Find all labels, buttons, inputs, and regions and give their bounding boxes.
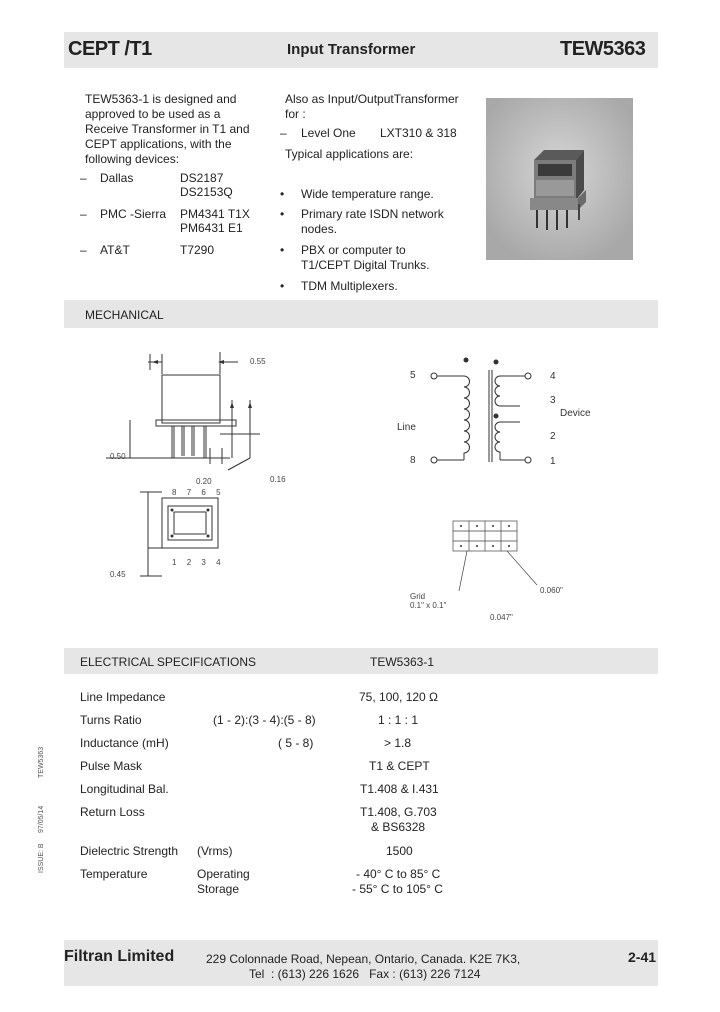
- sch-pin-3: 3: [550, 395, 556, 406]
- sch-line-label: Line: [397, 422, 416, 433]
- device-part: DS2187: [180, 171, 224, 185]
- device-part: PM6431 E1: [180, 221, 243, 235]
- transformer-schematic: [420, 350, 560, 470]
- sch-pin-1: 1: [550, 456, 556, 467]
- dim-020: 0.20: [196, 477, 212, 486]
- pin-label: 7: [186, 488, 196, 497]
- dim-050: 0.50: [110, 452, 126, 461]
- spec-name: Dielectric Strength: [80, 844, 179, 858]
- side-note: ISSUE: B: [38, 843, 45, 873]
- grid-label: [410, 592, 446, 610]
- product-photo: [486, 98, 633, 260]
- electrical-title: ELECTRICAL SPECIFICATIONS: [80, 655, 257, 669]
- intro-line: Receive Transformer in T1 and: [85, 122, 250, 136]
- header-left-title: CEPT /T1: [68, 38, 152, 60]
- transformer-photo-icon: [486, 98, 633, 260]
- bullet-symbol: •: [280, 207, 285, 221]
- spec-name: Return Loss: [80, 805, 145, 819]
- grid-line: 0.1" x 0.1": [410, 601, 447, 610]
- pin-label: 1: [172, 558, 181, 567]
- bullet-text: TDM Multiplexers.: [301, 279, 398, 293]
- spec-value: 1500: [386, 844, 413, 858]
- intro-line: following devices:: [85, 152, 180, 166]
- side-note: 97/05/14: [38, 805, 45, 833]
- spec-value: T1.408 & I.431: [360, 782, 439, 796]
- bullet-text: PBX or computer to: [301, 243, 406, 257]
- device-dash: –: [80, 243, 87, 257]
- mechanical-title: MECHANICAL: [85, 308, 164, 322]
- pins-top: [172, 488, 225, 497]
- intro-line: TEW5363-1 is designed and: [85, 92, 237, 106]
- pin-label: 8: [172, 488, 181, 497]
- dim-045: 0.45: [110, 570, 126, 579]
- spec-name: Pulse Mask: [80, 759, 143, 773]
- dim-060: 0.060": [540, 586, 563, 595]
- spec-value: T1.408, G.703: [360, 805, 437, 819]
- pin-label: 3: [201, 558, 210, 567]
- spec-name: Temperature: [80, 867, 148, 881]
- spec-name: Line Impedance: [80, 690, 166, 704]
- footer-address: 229 Colonnade Road, Nepean, Ontario, Canada. K2E 7K3,: [206, 952, 521, 966]
- dim-055: 0.55: [250, 357, 266, 366]
- bullet-text: Primary rate ISDN network: [301, 207, 444, 221]
- dim-047: 0.047": [490, 613, 513, 622]
- spec-value: > 1.8: [384, 736, 412, 750]
- pins-bottom: [172, 558, 225, 567]
- spec-name: Longitudinal Bal.: [80, 782, 169, 796]
- spec-value: 1 : 1 : 1: [378, 713, 419, 727]
- bullet-symbol: •: [280, 187, 285, 201]
- electrical-column-title: TEW5363-1: [370, 655, 435, 669]
- level-dash: –: [280, 126, 287, 140]
- spec-value: & BS6328: [371, 820, 426, 834]
- device-part: T7290: [180, 243, 215, 257]
- header-center-title: Input Transformer: [287, 41, 416, 58]
- bullet-text: nodes.: [301, 222, 338, 236]
- level-parts: LXT310 & 318: [380, 126, 457, 140]
- spec-cond: ( 5 - 8): [278, 736, 314, 750]
- spec-value: 75, 100, 120 Ω: [359, 690, 439, 704]
- intro-line: approved to be used as a: [85, 107, 221, 121]
- sch-pin-2: 2: [550, 431, 556, 442]
- device-part: PM4341 T1X: [180, 207, 250, 221]
- footer-company: Filtran Limited: [64, 948, 175, 965]
- spec-cond: Storage: [197, 882, 240, 896]
- spec-value: - 55° C to 105° C: [352, 882, 443, 896]
- device-dash: –: [80, 171, 87, 185]
- pin-label: 2: [186, 558, 196, 567]
- pin-label: 5: [216, 488, 225, 497]
- bullet-symbol: •: [280, 279, 285, 293]
- side-note: TEW5363: [38, 746, 45, 778]
- also-line: for :: [285, 107, 306, 121]
- sch-device-label: Device: [560, 408, 591, 419]
- grid-line: Grid: [410, 592, 426, 601]
- device-maker: AT&T: [100, 243, 130, 257]
- footer-page: 2-41: [628, 949, 657, 965]
- typical-heading: Typical applications are:: [285, 147, 414, 161]
- pcb-footprint: [445, 515, 545, 605]
- intro-line: CEPT applications, with the: [85, 137, 232, 151]
- spec-name: Turns Ratio: [80, 713, 142, 727]
- bullet-text: Wide temperature range.: [301, 187, 434, 201]
- bullet-symbol: •: [280, 243, 285, 257]
- dim-016: 0.16: [270, 475, 286, 484]
- sch-pin-4: 4: [550, 371, 556, 382]
- pin-label: 6: [201, 488, 210, 497]
- also-line: Also as Input/OutputTransformer: [285, 92, 459, 106]
- also-text: [285, 92, 459, 122]
- intro-text: [85, 92, 250, 167]
- device-dash: –: [80, 207, 87, 221]
- spec-name: Inductance (mH): [80, 736, 169, 750]
- header-part-number: TEW5363: [560, 38, 646, 60]
- pin-label: 4: [216, 558, 225, 567]
- spec-cond: (Vrms): [197, 844, 233, 858]
- spec-cond: Operating: [197, 867, 250, 881]
- spec-cond: (1 - 2):(3 - 4):(5 - 8): [213, 713, 316, 727]
- sch-pin-8: 8: [410, 455, 416, 466]
- level-label: Level One: [301, 126, 356, 140]
- footer-phones: Tel : (613) 226 1626 Fax : (613) 226 7124: [249, 967, 481, 981]
- sch-pin-5: 5: [410, 370, 416, 381]
- spec-value: T1 & CEPT: [369, 759, 430, 773]
- spec-value: - 40° C to 85° C: [356, 867, 441, 881]
- bullet-text: T1/CEPT Digital Trunks.: [301, 258, 430, 272]
- device-maker: PMC -Sierra: [100, 207, 167, 221]
- device-maker: Dallas: [100, 171, 134, 185]
- device-part: DS2153Q: [180, 185, 233, 199]
- mechanical-drawing: [100, 340, 300, 590]
